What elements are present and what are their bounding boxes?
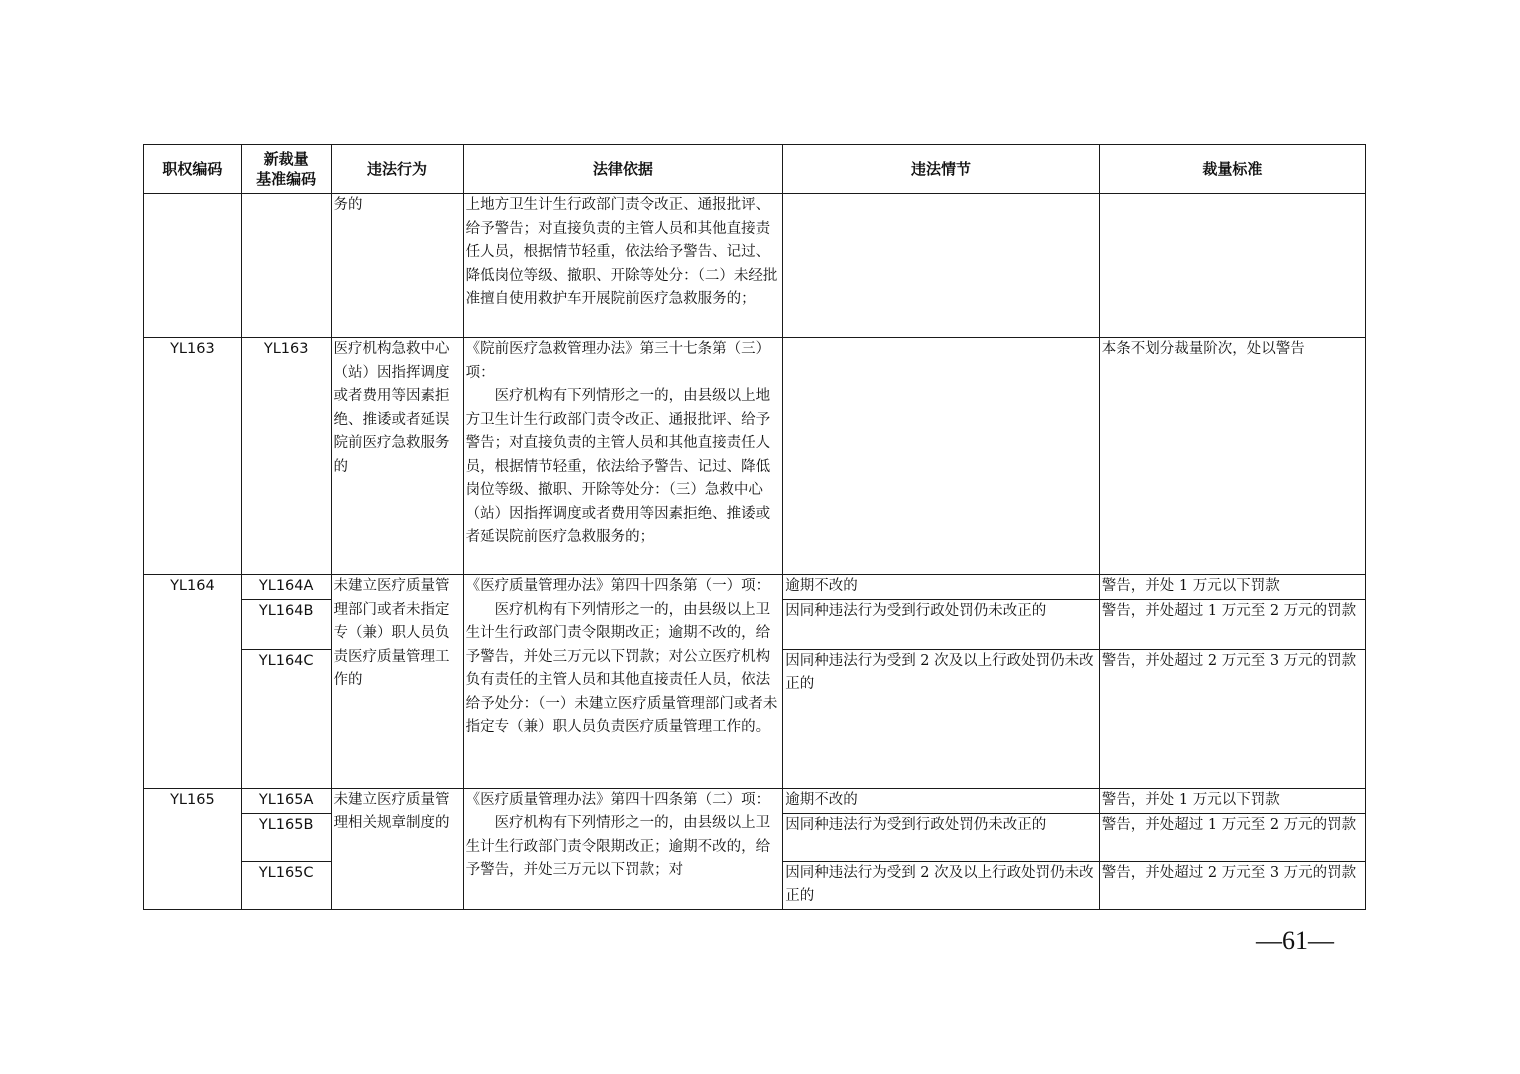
new-code-cell: YL165C <box>241 861 331 909</box>
legal-basis-cell <box>463 788 783 909</box>
standard-cell: 本条不划分裁量阶次，处以警告 <box>1099 338 1365 575</box>
new-code-cell: YL165B <box>241 813 331 861</box>
table-row <box>144 575 1366 600</box>
new-code-cell <box>241 194 331 338</box>
authority-code-cell: YL163 <box>144 338 242 575</box>
basis-title: 《医疗质量管理办法》第四十四条第（一）项： <box>465 578 771 594</box>
new-code-cell: YL164C <box>241 649 331 788</box>
legal-basis-cell: 上地方卫生计生行政部门责令改正、通报批评、给予警告；对直接负责的主管人员和其他直接责任人员，根据情节轻重，依法给予警告、记过、降低岗位等级、撤职、开除等处分：（二）未经批准擅自使用救护车开展院前医疗急救服务的； <box>463 194 783 338</box>
circumstance-cell: 逾期不改的 <box>783 575 1100 600</box>
header-circumstance: 违法情节 <box>783 145 1100 194</box>
standard-cell: 警告，并处超过 1 万元至 2 万元的罚款 <box>1099 599 1365 649</box>
standard-cell: 警告，并处超过 2 万元至 3 万元的罚款 <box>1099 861 1365 909</box>
basis-title: 《院前医疗急救管理办法》第三十七条第（三）项： <box>465 341 771 381</box>
violation-cell: 未建立医疗质量管理相关规章制度的 <box>331 788 463 909</box>
header-authority-code: 职权编码 <box>144 145 242 194</box>
legal-basis-cell <box>463 575 783 789</box>
standard-cell: 警告，并处超过 2 万元至 3 万元的罚款 <box>1099 649 1365 788</box>
violation-cell: 未建立医疗质量管理部门或者未指定专（兼）职人员负责医疗质量管理工作的 <box>331 575 463 789</box>
basis-title: 《医疗质量管理办法》第四十四条第（二）项： <box>465 791 771 808</box>
basis-body: 医疗机构有下列情形之一的，由县级以上卫生计生行政部门责令限期改正；逾期不改的，给予警告，并处三万元以下罚款；对 <box>465 815 771 878</box>
header-new-code: 新裁量 基准编码 <box>241 145 331 194</box>
violation-cell: 医疗机构急救中心（站）因指挥调度或者费用等因素拒绝、推诿或者延误院前医疗急救服务的 <box>331 338 463 575</box>
circumstance-cell: 因同种违法行为受到 2 次及以上行政处罚仍未改正的 <box>783 649 1100 788</box>
circumstance-cell <box>783 338 1100 575</box>
table-row <box>144 194 1366 338</box>
header-row <box>144 145 1366 194</box>
new-code-cell: YL164B <box>241 599 331 649</box>
legal-basis-cell <box>463 338 783 575</box>
new-code-cell: YL163 <box>241 338 331 575</box>
standard-cell: 警告，并处 1 万元以下罚款 <box>1099 788 1365 813</box>
circumstance-cell: 因同种违法行为受到行政处罚仍未改正的 <box>783 813 1100 861</box>
header-legal-basis: 法律依据 <box>463 145 783 194</box>
new-code-cell: YL164A <box>241 575 331 600</box>
header-standard: 裁量标准 <box>1099 145 1365 194</box>
header-violation: 违法行为 <box>331 145 463 194</box>
circumstance-cell <box>783 194 1100 338</box>
circumstance-cell: 因同种违法行为受到行政处罚仍未改正的 <box>783 599 1100 649</box>
standard-cell: 警告，并处超过 1 万元至 2 万元的罚款 <box>1099 813 1365 861</box>
table-row <box>144 788 1366 813</box>
basis-body: 医疗机构有下列情形之一的，由县级以上卫生计生行政部门责令限期改正；逾期不改的，给予警告，并处三万元以下罚款；对公立医疗机构负有责任的主管人员和其他直接责任人员，依法给予处分：（一）未建立医疗质量管理部门或者未指定专（兼）职人员负责医疗质量管理工作的。 <box>465 601 778 735</box>
page-number: —61— <box>1256 926 1334 955</box>
authority-code-cell: YL165 <box>144 788 242 909</box>
authority-code-cell: YL164 <box>144 575 242 789</box>
new-code-cell: YL165A <box>241 788 331 813</box>
authority-code-cell <box>144 194 242 338</box>
standard-cell: 警告，并处 1 万元以下罚款 <box>1099 575 1365 600</box>
circumstance-cell: 逾期不改的 <box>783 788 1100 813</box>
regulation-table <box>143 144 1366 910</box>
violation-cell: 务的 <box>331 194 463 338</box>
standard-cell <box>1099 194 1365 338</box>
circumstance-cell: 因同种违法行为受到 2 次及以上行政处罚仍未改正的 <box>783 861 1100 909</box>
basis-body: 医疗机构有下列情形之一的，由县级以上地方卫生计生行政部门责令改正、通报批评、给予警告；对直接负责的主管人员和其他直接责任人员，根据情节轻重，依法给予警告、记过、降低岗位等级、撤职、开除等处分：（三）急救中心（站）因指挥调度或者费用等因素拒绝、推诿或者延误院前医疗急救服务的； <box>465 388 771 545</box>
table-row <box>144 338 1366 575</box>
